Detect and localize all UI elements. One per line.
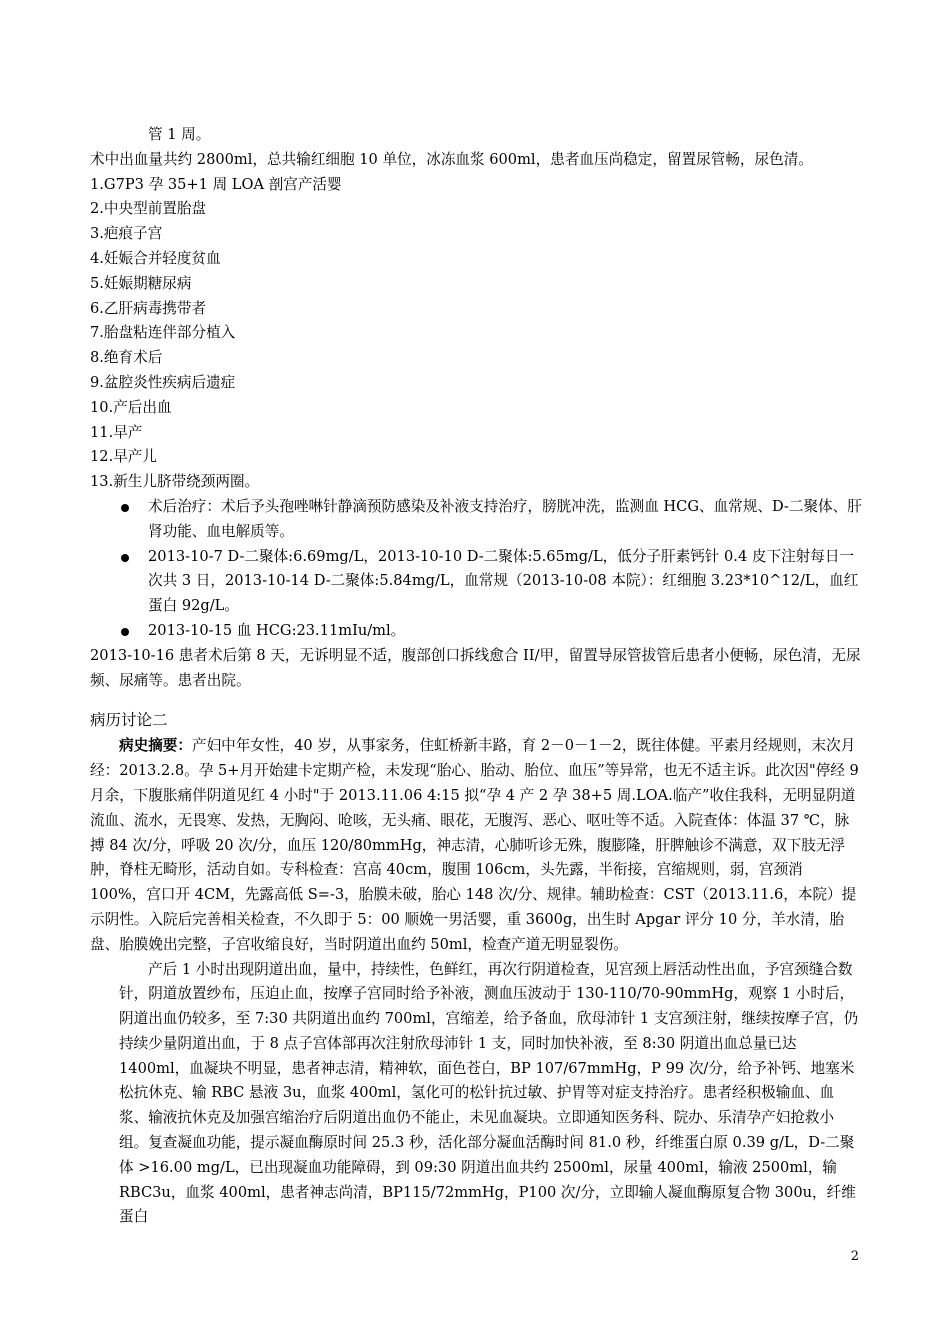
diagnosis-item: 6.乙肝病毒携带者: [90, 299, 207, 317]
bullet-item: [90, 495, 862, 545]
bullet-text: 术后治疗：术后予头孢唑啉针静滴预防感染及补液支持治疗，膀胱冲洗，监测血 HCG、血常规、D-二聚体、肝肾功能、血电解质等。: [148, 497, 862, 540]
diagnosis-item: 4.妊娠合并轻度贫血: [90, 249, 221, 267]
treatment-bullet-list: [90, 495, 862, 644]
bullet-dot-icon: [121, 554, 129, 562]
history-summary: [90, 734, 862, 957]
history-label: 病史摘要：: [119, 737, 192, 755]
diagnosis-item: 7.胎盘粘连伴部分植入: [90, 324, 236, 342]
page-number: 2: [850, 1249, 859, 1264]
diagnosis-item: 11.早产: [90, 423, 143, 441]
diagnosis-item: 8.绝育术后: [90, 349, 163, 367]
bullet-text: 2013-10-7 D-二聚体:6.69mg/L，2013-10-10 D-二聚体:5.65mg/L，低分子肝素钙针 0.4 皮下注射每日一次共 3 日，2013-10-14 D-二聚体:5.84mg/L，血常规（2013-10-08 本院）：红细胞 3.23*10^12/L，血红蛋白 92g/L。: [148, 547, 859, 615]
section-title: 病历讨论二: [90, 711, 168, 730]
history-text: 产妇中年女性，40 岁，从事家务，住虹桥新丰路，育 2－0－1－2，既往体健。平素月经规则，末次月经：2013.2.8。孕 5+月开始建卡定期产检，未发现“胎心、胎动、胎位、血压”等异常，也无不适主诉。此次因"停经 9 月余，下腹胀痛伴阴道见红 4 小时"于 2013.11.06 4:15 拟“孕 4 产 2 孕 38+5 周.LOA.临产”收住我科，无明显阴道流血、流水，无畏寒、发热，无胸闷、呛咳，无头痛、眼花，无腹泻、恶心、呕吐等不适。入院查体：体温 37 ℃，脉搏 84 次/分，呼吸 20 次/分，血压 120/80mmHg，神志清，心肺听诊无殊，腹膨隆，肝脾触诊不满意，双下肢无浮肿，脊柱无畸形，活动自如。专科检查：宫高 40cm，腹围 106cm，头先露，半衔接，宫缩规则，弱，宫颈消 100%，宫口开 4CM，先露高低 S=-3，胎膜未破，胎心 148 次/分、规律。辅助检查：CST（2013.11.6，本院）提示阴性。入院后完善相关检查，不久即于 5：00 顺娩一男活婴，重 3600g，出生时 Apgar 评分 10 分，羊水清，胎盘、胎膜娩出完整，子宫收缩良好，当时阴道出血约 50ml，检查产道无明显裂伤。: [90, 737, 859, 953]
postpartum-course: 产后 1 小时出现阴道出血，量中，持续性，色鲜红，再次行阴道检查，见宫颈上唇活动性出血，予宫颈缝合数针，阴道放置纱布，压迫止血，按摩子宫同时给予补液，测血压波动于 130-110/70-90mmHg，观察 1 小时后，阴道出血仍较多，至 7:30 共阴道出血约 700ml，宫缩差，给予备血，欣母沛针 1 支宫颈注射，继续按摩子宫，仍持续少量阴道出血，于 8 点子宫体部再次注射欣母沛针 1 支，同时加快补液，至 8:30 阴道出血总量已达 1400ml，血凝块不明显，患者神志清，精神软，面色苍白，BP 107/67mmHg，P 99 次/分，给予补钙、地塞米松抗休克、输 RBC 悬液 3u，血浆 400ml，氢化可的松针抗过敏、护胃等对症支持治疗。患者经积极输血、血浆、输液抗休克及加强宫缩治疗后阴道出血仍不能止，未见血凝块。立即通知医务科、院办、乐清孕产妇抢救小组。复查凝血功能，提示凝血酶原时间 25.3 秒，活化部分凝血活酶时间 81.0 秒，纤维蛋白原 0.39 g/L，D-二聚体 >16.00 mg/L，已出现凝血功能障碍，到 09:30 阴道出血共约 2500ml，尿量 400ml，输液 2500ml，输 RBC3u，血浆 400ml，患者神志尚清，BP115/72mmHg，P100 次/分，立即输人凝血酶原复合物 300u，纤维蛋白: [119, 960, 859, 1226]
continued-line: 管 1 周。: [148, 126, 211, 143]
bullet-item: [90, 619, 862, 644]
document-body: [90, 123, 862, 1230]
diagnosis-item: 13.新生儿脐带绕颈两圈。: [90, 473, 260, 491]
diagnosis-item: 5.妊娠期糖尿病: [90, 274, 192, 292]
diagnosis-item: 10.产后出血: [90, 398, 172, 416]
diagnosis-item: 3.疤痕子宫: [90, 225, 163, 243]
diagnosis-list: [90, 173, 862, 495]
diagnosis-item: 12.早产儿: [90, 448, 157, 466]
bullet-item: [90, 545, 862, 619]
bullet-dot-icon: [121, 628, 129, 636]
diagnosis-item: 1.G7P3 孕 35+1 周 LOA 剖宫产活婴: [90, 175, 342, 193]
discharge-note: 2013-10-16 患者术后第 8 天，无诉明显不适，腹部创口拆线愈合 II/甲，留置导尿管拔管后患者小便畅，尿色清，无尿频、尿痛等。患者出院。: [90, 646, 861, 689]
bullet-dot-icon: [121, 504, 129, 512]
intraop-summary: 术中出血量共约 2800ml，总共输红细胞 10 单位，冰冻血浆 600ml，患者血压尚稳定，留置尿管畅，尿色清。: [90, 150, 813, 168]
bullet-text: 2013-10-15 血 HCG:23.11mIu/ml。: [148, 621, 406, 639]
diagnosis-item: 2.中央型前置胎盘: [90, 200, 207, 218]
diagnosis-item: 9.盆腔炎性疾病后遗症: [90, 373, 236, 391]
